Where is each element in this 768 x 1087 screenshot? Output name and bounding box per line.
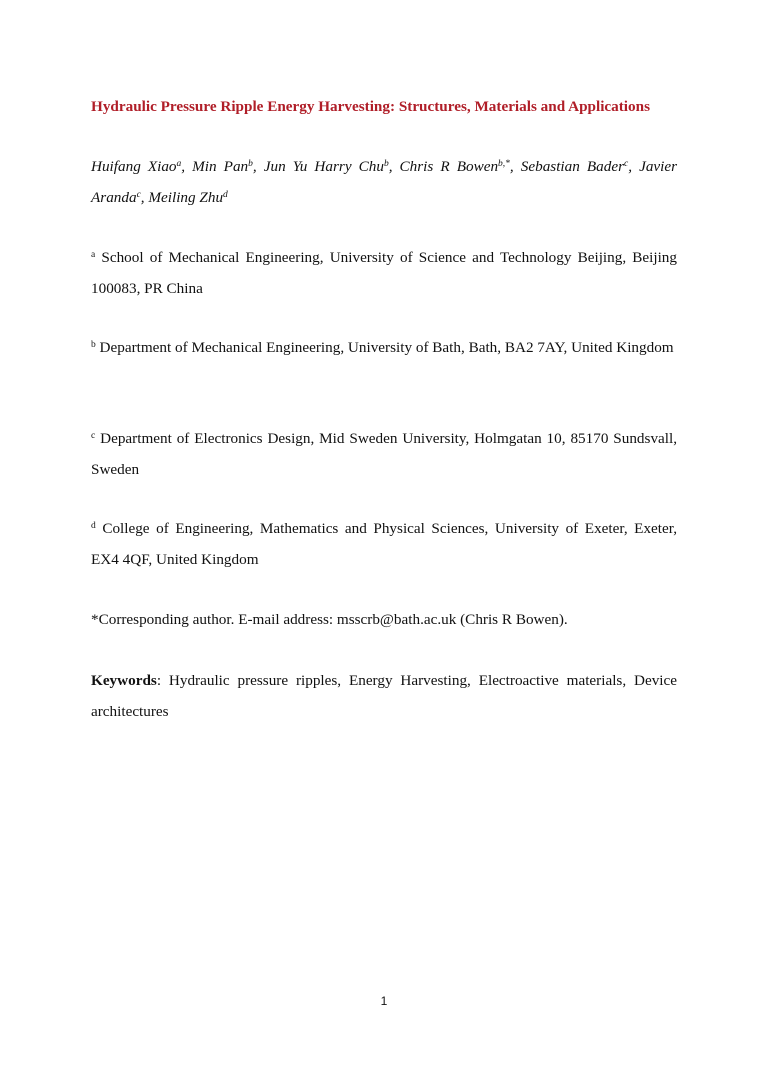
author-list [91, 152, 677, 213]
author-affiliation-mark: a [176, 158, 182, 169]
affiliation-mark: d [91, 520, 96, 531]
affiliation-mark: c [91, 430, 96, 441]
author: Sebastian Bader$^c$, [520, 158, 640, 175]
corresponding-author: *Corresponding author. E-mail address: msscrb@bath.ac.uk (Chris R Bowen). [91, 611, 568, 628]
affiliation-text: School of Mechanical Engineering, University of Science and Technology Beijing, Beijing 100083, PR China [91, 249, 677, 297]
affiliation-mark: a [91, 249, 96, 260]
author-affiliation-mark: c [624, 158, 629, 169]
author: Jun Yu Harry Chu$^b$, [263, 158, 400, 175]
author: Chris R Bowen$^{b,*}$, [399, 158, 521, 175]
author: Huifang Xiao$^a$, [91, 158, 193, 175]
affiliation-c [91, 424, 677, 485]
keywords [91, 666, 677, 727]
keywords-text: : Hydraulic pressure ripples, Energy Harvesting, Electroactive materials, Device architectures [91, 672, 677, 720]
author: Meiling Zhu$^d$ [148, 188, 228, 206]
affiliation-text: College of Engineering, Mathematics and Physical Sciences, University of Exeter, Exeter, EX4 4QF, United Kingdom [91, 520, 677, 568]
affiliation-a [91, 243, 677, 304]
affiliation-text: Department of Mechanical Engineering, University of Bath, Bath, BA2 7AY, United Kingdom [99, 339, 674, 356]
affiliation-mark: b [91, 339, 96, 350]
author-affiliation-mark: b [383, 158, 389, 169]
author-affiliation-mark: b [248, 158, 253, 169]
author-affiliation-mark: b,* [498, 158, 510, 169]
author-affiliation-mark: c [136, 189, 141, 200]
author: Javier Aranda$^c$, [91, 158, 678, 206]
author: Min Pan$^b$, [192, 158, 264, 175]
page-number: 1 [380, 994, 388, 1008]
paper-title: Hydraulic Pressure Ripple Energy Harvesting: Structures, Materials and Applications [91, 98, 650, 115]
keywords-label: Keywords [91, 672, 157, 689]
affiliation-b [91, 333, 677, 364]
affiliation-d [91, 514, 677, 575]
author-affiliation-mark: d [223, 189, 228, 200]
affiliation-text: Department of Electronics Design, Mid Sweden University, Holmgatan 10, 85170 Sundsvall, Sweden [91, 430, 678, 478]
